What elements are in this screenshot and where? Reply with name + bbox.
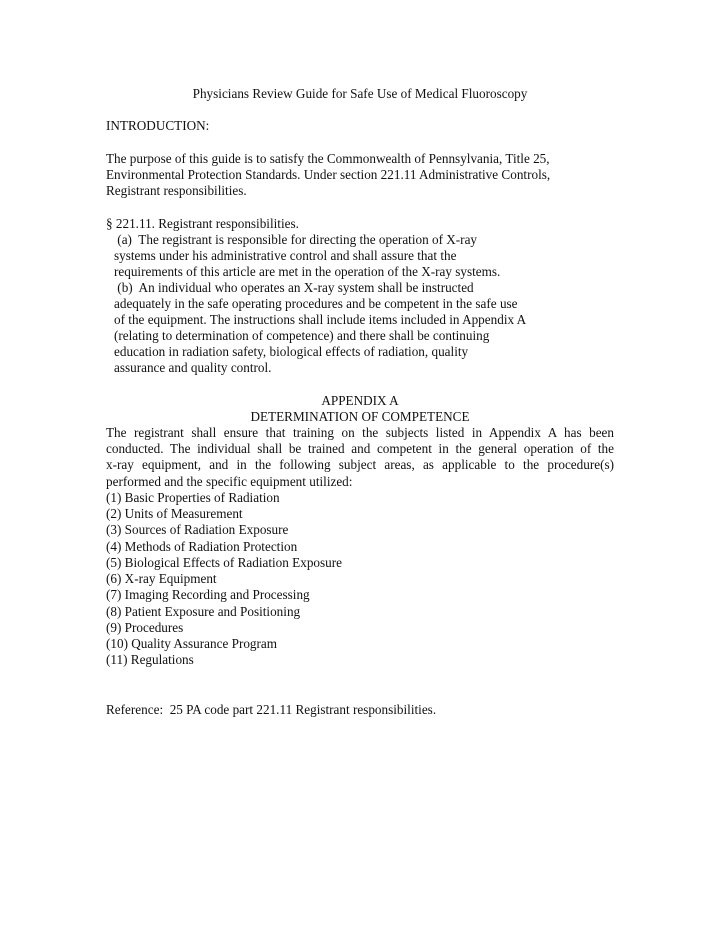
intro-line: Environmental Protection Standards. Under section 221.11 Administrative Controls, (106, 167, 551, 182)
section-heading: § 221.11. Registrant responsibilities. (106, 216, 299, 231)
subject-list-item: (3) Sources of Radiation Exposure (106, 522, 289, 537)
subject-list-item: (4) Methods of Radiation Protection (106, 539, 298, 554)
intro-line: The purpose of this guide is to satisfy the Commonwealth of Pennsylvania, Title 25, (106, 151, 550, 166)
appendix-paragraph-line: x-ray equipment, and in the following subject areas, as applicable to the procedure(s) (106, 457, 614, 472)
subject-list-item: (8) Patient Exposure and Positioning (106, 604, 301, 619)
section-line: education in radiation safety, biological effects of radiation, quality (114, 344, 469, 359)
subject-list-item: (10) Quality Assurance Program (106, 636, 278, 651)
appendix-title: APPENDIX A (321, 393, 399, 408)
reference-line: Reference: 25 PA code part 221.11 Registrant responsibilities. (106, 702, 437, 717)
section-line: requirements of this article are met in the operation of the X-ray systems. (114, 264, 501, 279)
section-line: (relating to determination of competence) and there shall be continuing (114, 328, 490, 343)
subject-list-item: (11) Regulations (106, 652, 194, 667)
section-line: of the equipment. The instructions shall include items included in Appendix A (114, 312, 527, 327)
section-line: adequately in the safe operating procedures and be competent in the safe use (114, 296, 518, 311)
subject-list-item: (9) Procedures (106, 620, 184, 635)
appendix-subtitle: DETERMINATION OF COMPETENCE (250, 409, 470, 424)
appendix-paragraph-line: conducted. The individual shall be trained and competent in the general operation of the (106, 441, 614, 456)
intro-line: Registrant responsibilities. (106, 183, 247, 198)
subject-list-item: (7) Imaging Recording and Processing (106, 587, 310, 602)
appendix-paragraph-line: performed and the specific equipment utilized: (106, 474, 353, 489)
introduction-heading: INTRODUCTION: (106, 118, 210, 133)
subject-list-item: (1) Basic Properties of Radiation (106, 490, 280, 505)
document-title: Physicians Review Guide for Safe Use of Medical Fluoroscopy (192, 86, 528, 101)
section-line: systems under his administrative control and shall assure that the (114, 248, 457, 263)
section-line: assurance and quality control. (114, 360, 272, 375)
subject-list-item: (2) Units of Measurement (106, 506, 243, 521)
section-line: (a) The registrant is responsible for directing the operation of X-ray (114, 232, 478, 247)
section-line: (b) An individual who operates an X-ray system shall be instructed (114, 280, 474, 295)
appendix-paragraph-line: The registrant shall ensure that training on the subjects listed in Appendix A has been (106, 425, 614, 440)
subject-list-item: (6) X-ray Equipment (106, 571, 217, 586)
subject-list-item: (5) Biological Effects of Radiation Exposure (106, 555, 342, 570)
